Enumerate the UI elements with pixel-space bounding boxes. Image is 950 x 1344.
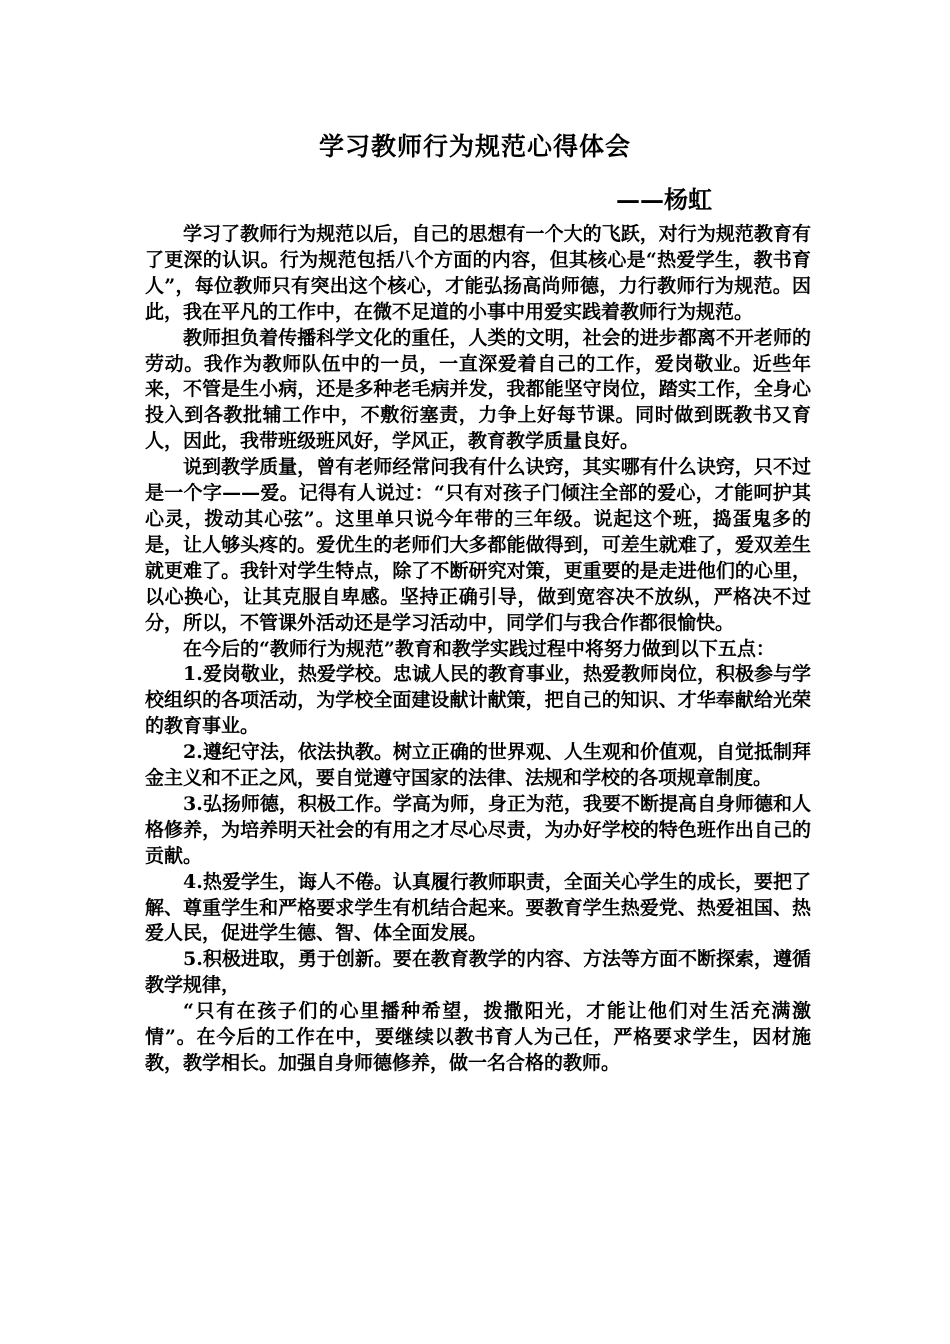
document-title: 学习教师行为规范心得体会 [318, 132, 631, 161]
list-item-5: 5.积极进取，勇于创新。要在教育教学的内容、方法等方面不断探索，遵循教学规律， [145, 948, 811, 997]
paragraph: “只有在孩子们的心里播种希望，拨撒阳光，才能让他们对生活充满激情”。在今后的工作在中，要继续以教书育人为己任，严格要求学生，因材施教，教学相长。加强自身师德修养，做一名合格的教师。 [145, 1000, 811, 1074]
paragraph: 学习了教师行为规范以后，自己的思想有一个大的飞跃，对行为规范教育有了更深的认识。行为规范包括八个方面的内容，但其核心是“热爱学生，教书育人”，每位教师只有突出这个核心，才能弘扬高尚师德，力行教师行为规范。因此，我在平凡的工作中，在微不足道的小事中用爱实践着教师行为规范。 [145, 223, 811, 323]
paragraph: 在今后的“教师行为规范”教育和教学实践过程中将努力做到以下五点： [183, 637, 775, 660]
document-body [145, 222, 811, 1077]
list-item-2: 2.遵纪守法，依法执教。树立正确的世界观、人生观和价值观，自觉抵制拜金主义和不正之风，要自觉遵守国家的法律、法规和学校的各项规章制度。 [145, 741, 811, 790]
author-signature: ——杨虹 [616, 185, 712, 214]
list-item-3: 3.弘扬师德，积极工作。学高为师，身正为范，我要不断提高自身师德和人格修养，为培养明天社会的有用之才尽心尽责，为办好学校的特色班作出自己的贡献。 [145, 792, 811, 867]
paragraph: 教师担负着传播科学文化的重任，人类的文明，社会的进步都离不开老师的劳动。我作为教师队伍中的一员，一直深爱着自己的工作，爱岗敬业。近些年来，不管是生小病，还是多种老毛病并发，我都能坚守岗位，踏实工作，全身心投入到各教批辅工作中，不敷衍塞责，力争上好每节课。同时做到既教书又育人，因此，我带班级班风好，学风正，教育教学质量良好。 [145, 326, 811, 453]
list-item-4: 4.热爱学生，诲人不倦。认真履行教师职责，全面关心学生的成长，要把了解、尊重学生和严格要求学生有机结合起来。要教育学生热爱党、热爱祖国、热爱人民，促进学生德、智、体全面发展。 [145, 870, 811, 945]
list-item-1: 1.爱岗敬业，热爱学校。忠诚人民的教育事业，热爱教师岗位，积极参与学校组织的各项活动，为学校全面建设献计献策，把自己的知识、才华奉献给光荣的教育事业。 [145, 663, 811, 738]
paragraph: 说到教学质量，曾有老师经常问我有什么诀窍，其实哪有什么诀窍，只不过是一个字——爱。记得有人说过：“只有对孩子门倾注全部的爱心，才能呵护其心灵，拨动其心弦”。这里单只说今年带的三年级。说起这个班，捣蛋鬼多的是，让人够头疼的。爱优生的老师们大多都能做得到，可差生就难了，爱双差生就更难了。我针对学生特点，除了不断研究对策，更重要的是走进他们的心里，以心换心，让其克服自卑感。坚持正确引导，做到宽容决不放纵，严格决不过分，所以，不管课外活动还是学习活动中，同学们与我合作都很愉快。 [145, 456, 811, 634]
